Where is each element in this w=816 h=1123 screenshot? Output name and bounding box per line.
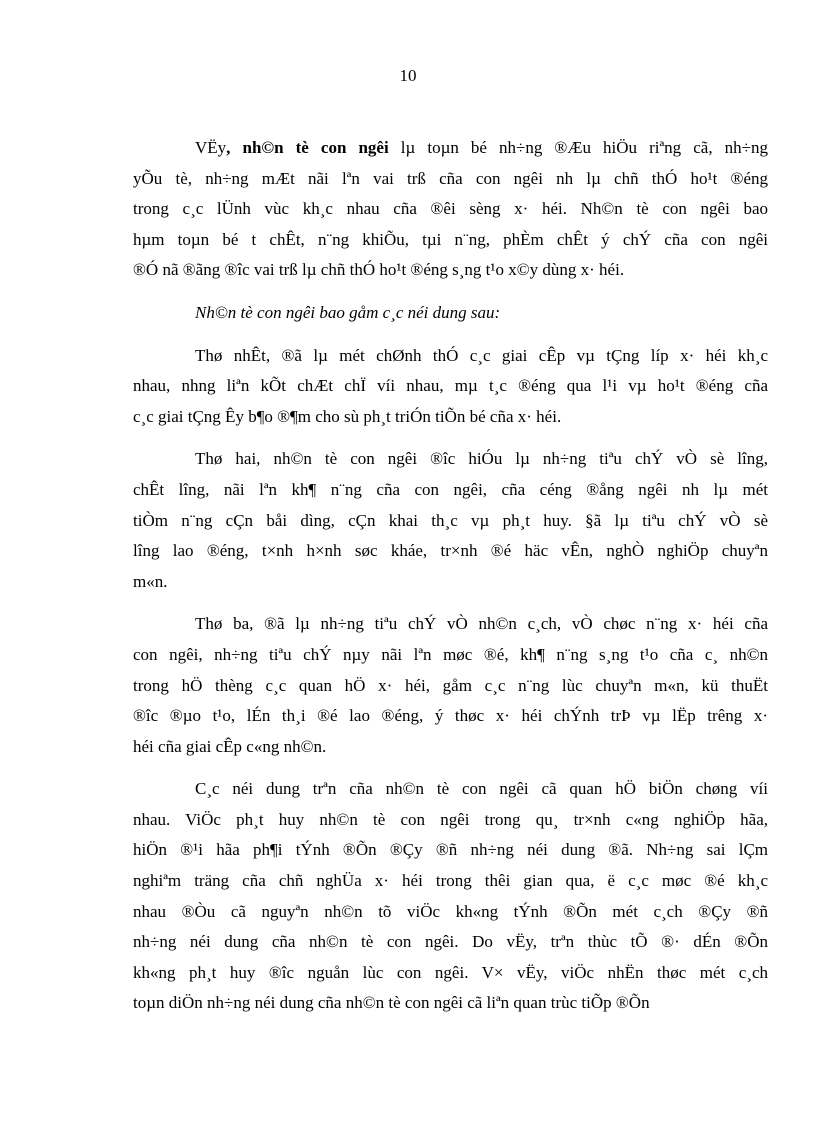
- text-segment: chÊt lîng, nãi lªn kh¶ n¨ng cña con ngêi, cña céng ®ång ngêi nh lµ mét: [133, 479, 768, 499]
- text-line: [133, 444, 768, 475]
- text-segment: Nh©n tè con ngêi bao gåm c¸c néi dung sau:: [195, 302, 501, 322]
- text-segment: Thø hai, nh©n tè con ngêi ®îc hiÓu lµ nh÷ng tiªu chÝ vÒ sè lîng,: [195, 449, 768, 469]
- text-segment: c¸c giai tÇng Êy b¶o ®¶m cho sù ph¸t triÓn tiÕn bé cña x· héi.: [133, 406, 562, 426]
- paragraph: [133, 133, 768, 286]
- text-line: [133, 774, 768, 805]
- text-segment: m«n.: [133, 571, 168, 591]
- text-line: [133, 732, 768, 763]
- text-line: [133, 866, 768, 897]
- text-segment: Thø nhÊt, ®ã lµ mét chØnh thÓ c¸c giai cÊp vµ tÇng líp x· héi kh¸c: [195, 345, 768, 365]
- paragraph: [133, 341, 768, 433]
- bold-phrase: , nh©n tè con ngêi: [226, 138, 389, 157]
- text-line: [133, 298, 768, 329]
- text-line: [133, 567, 768, 598]
- text-line: [133, 255, 768, 286]
- text-segment: nhau, nhng liªn kÕt chÆt chÏ víi nhau, mµ t¸c ®éng qua l¹i vµ ho¹t ®éng cña: [133, 376, 768, 396]
- text-line: [133, 640, 768, 671]
- text-segment: nghiªm träng cña chñ nghÜa x· héi trong thêi gian qua, ë c¸c møc ®é kh¸c: [133, 871, 768, 891]
- text-segment: nhau. ViÖc ph¸t huy nh©n tè con ngêi trong qu¸ tr×nh c«ng nghiÖp hãa,: [133, 809, 768, 829]
- text-segment: nhau ®Òu cã nguyªn nh©n tõ viÖc kh«ng tÝnh ®Õn mét c¸ch ®Çy ®ñ: [133, 901, 768, 921]
- text-segment: lîng lao ®éng, t×nh h×nh søc kháe, tr×nh ®é häc vÊn, nghÒ nghiÖp chuyªn: [133, 541, 768, 561]
- text-line: [133, 402, 768, 433]
- paragraph: [133, 298, 768, 329]
- text-line: [133, 506, 768, 537]
- text-segment: con ngêi, nh÷ng tiªu chÝ nµy nãi lªn møc ®é, kh¶ n¨ng s¸ng t¹o cña c¸ nh©n: [133, 644, 768, 664]
- text-segment: trong c¸c lÜnh vùc kh¸c nhau cña ®êi sèng x· héi. Nh©n tè con ngêi bao: [133, 199, 768, 219]
- text-line: [133, 341, 768, 372]
- text-segment: yÕu tè, nh÷ng mÆt nãi lªn vai trß cña con ngêi nh lµ chñ thÓ ho¹t ®éng: [133, 168, 768, 188]
- text-segment: tiÒm n¨ng cÇn båi dìng, cÇn khai th¸c vµ ph¸t huy. §ã lµ tiªu chÝ vÒ sè: [133, 510, 768, 530]
- paragraph: [133, 609, 768, 762]
- text-line: [133, 701, 768, 732]
- text-line: [133, 194, 768, 225]
- text-segment: lµ toµn bé nh÷ng ®Æu hiÖu riªng cã, nh÷ng: [388, 138, 768, 157]
- text-line: [133, 536, 768, 567]
- text-line: [133, 897, 768, 928]
- text-segment: nh÷ng néi dung cña nh©n tè con ngêi. Do vËy, trªn thùc tÕ ®· dÉn ®Õn: [133, 932, 768, 952]
- body-text: [133, 133, 768, 1031]
- page-number: 10: [399, 66, 417, 85]
- text-segment: hiÖn ®¹i hãa ph¶i tÝnh ®Õn ®Çy ®ñ nh÷ng néi dung ®ã. Nh÷ng sai lÇm: [133, 840, 768, 860]
- paragraph: [133, 444, 768, 597]
- text-segment: VËy: [195, 138, 227, 157]
- text-segment: kh«ng ph¸t huy ®îc nguån lùc con ngêi. V× vËy, viÖc nhËn thøc mét c¸ch: [133, 962, 768, 982]
- text-segment: ®îc ®µo t¹o, lÉn th¸i ®é lao ®éng, ý thøc x· héi chÝnh trÞ vµ lËp trêng x·: [133, 706, 768, 726]
- text-line: [133, 609, 768, 640]
- text-line: [133, 927, 768, 958]
- text-segment: Thø ba, ®ã lµ nh÷ng tiªu chÝ vÒ nh©n c¸ch, vÒ chøc n¨ng x· héi cña: [195, 614, 768, 634]
- text-line: [133, 835, 768, 866]
- text-segment: toµn diÖn nh÷ng néi dung cña nh©n tè con ngêi cã liªn quan trùc tiÕp ®Õn: [133, 993, 650, 1013]
- text-line: [133, 958, 768, 989]
- text-segment: C¸c néi dung trªn cña nh©n tè con ngêi cã quan hÖ biÖn chøng víi: [195, 779, 768, 799]
- text-line: [133, 475, 768, 506]
- text-line: [133, 225, 768, 256]
- text-line: [133, 371, 768, 402]
- text-line: [133, 133, 768, 164]
- text-segment: trong hÖ thèng c¸c quan hÖ x· héi, gåm c¸c n¨ng lùc chuyªn m«n, kü thuËt: [133, 675, 768, 695]
- text-line: [133, 988, 768, 1019]
- text-segment: héi cña giai cÊp c«ng nh©n.: [133, 736, 327, 756]
- paragraph: [133, 774, 768, 1019]
- text-segment: ®Ó nã ®ãng ®îc vai trß lµ chñ thÓ ho¹t ®éng s¸ng t¹o x©y dùng x· héi.: [133, 260, 625, 280]
- text-line: [133, 805, 768, 836]
- text-line: [133, 164, 768, 195]
- text-line: [133, 671, 768, 702]
- text-segment: hµm toµn bé t chÊt, n¨ng khiÕu, tµi n¨ng, phÈm chÊt ý chÝ cña con ngêi: [133, 229, 768, 249]
